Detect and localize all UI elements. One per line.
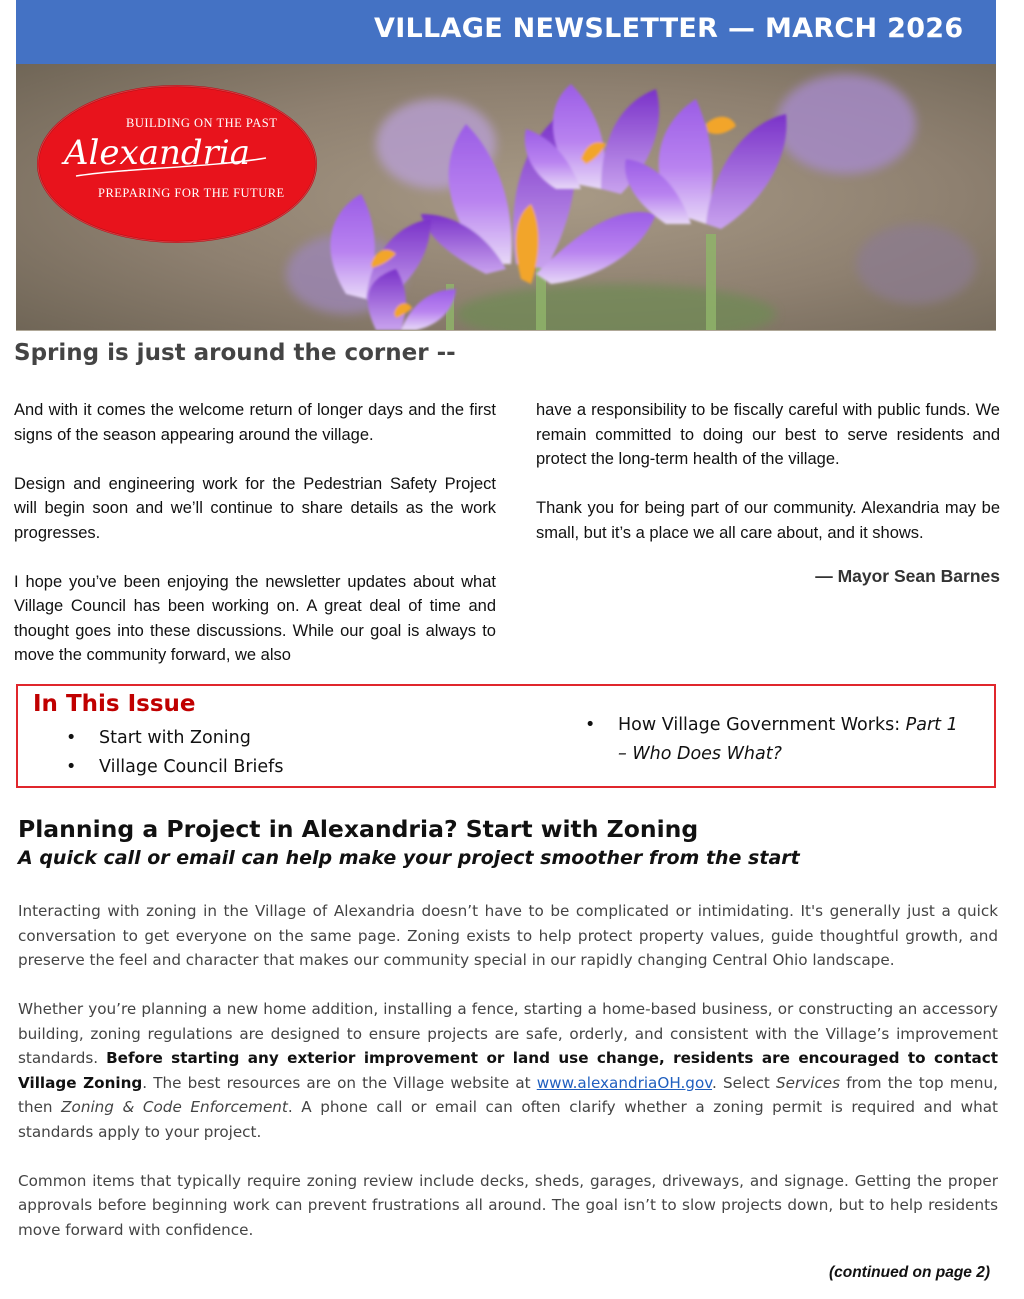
bullet-icon: • xyxy=(66,728,77,748)
issue-item-council-briefs[interactable] xyxy=(33,753,473,782)
mayor-letter-heading: Spring is just around the corner -- xyxy=(14,340,456,366)
issue-item-start-with-zoning[interactable] xyxy=(33,724,473,753)
issue-item-label: Village Council Briefs xyxy=(99,757,284,777)
zoning-article-title: Planning a Project in Alexandria? Start with Zoning xyxy=(18,815,699,843)
article-paragraph: Common items that typically require zoning review include decks, sheds, garages, driveways, and signage. Getting the proper approvals before beginning work can prevent frustrations all around. The goal isn’t to slow projects down, but to help residents move forward with confidence. xyxy=(18,1171,998,1239)
alexandria-logo xyxy=(36,84,318,244)
letter-paragraph: And with it comes the welcome return of longer days and the first signs of the season appearing around the village. xyxy=(14,401,496,444)
bullet-icon: • xyxy=(66,757,77,777)
issue-item-label: Start with Zoning xyxy=(99,728,251,748)
issue-list-left xyxy=(33,724,473,782)
article-menu-services: Services xyxy=(776,1073,841,1092)
village-website-link[interactable]: www.alexandriaOH.gov xyxy=(536,1073,713,1092)
svg-text:PREPARING FOR THE FUTURE: PREPARING FOR THE FUTURE xyxy=(98,186,285,200)
mayor-signature: — Mayor Sean Barnes xyxy=(815,565,1000,586)
zoning-article-body xyxy=(18,899,998,1267)
article-text: from the top menu, then xyxy=(18,1073,998,1116)
issue-list-right xyxy=(585,711,985,769)
mayor-letter-left-column xyxy=(14,398,496,692)
issue-item-label: How Village Government Works: xyxy=(618,715,906,735)
article-text: Whether you’re planning a new home addition, installing a fence, starting a home-based business, or constructing an accessory building, zoning regulations are designed to ensure projects are safe, orderly, and consistent with the Village’s improvement standards. xyxy=(18,1000,998,1067)
newsletter-title: VILLAGE NEWSLETTER — MARCH 2026 xyxy=(374,13,964,44)
article-menu-zoning: Zoning & Code Enforcement xyxy=(61,1098,288,1116)
letter-paragraph: Design and engineering work for the Pedestrian Safety Project will begin soon and we’ll continue to share details as the work progresses. xyxy=(14,474,496,542)
letter-paragraph: I hope you’ve been enjoying the newsletter updates about what Village Council has been working on. A great deal of time and thought goes into these discussions. While our goal is always to move the community forward, we also xyxy=(14,572,496,664)
in-this-issue-heading: In This Issue xyxy=(33,691,196,717)
hero-image xyxy=(16,64,996,331)
zoning-article-subtitle: A quick call or email can help make your project smoother from the start xyxy=(18,847,800,869)
article-text: . The best resources are on the Village website at xyxy=(142,1073,537,1092)
header-bar xyxy=(16,0,996,64)
article-paragraph: Interacting with zoning in the Village of Alexandria doesn’t have to be complicated or intimidating. It's generally just a quick conversation to get everyone on the same page. Zoning exists to help protect property values, guide thoughtful growth, and preserve the feel and character that makes our community special in our rapidly changing Central Ohio landscape. xyxy=(18,902,998,969)
svg-text:BUILDING ON THE PAST: BUILDING ON THE PAST xyxy=(126,116,278,130)
alexandria-logo-mark xyxy=(36,84,318,244)
article-text: . Select xyxy=(712,1073,777,1092)
bullet-icon: • xyxy=(585,715,596,735)
svg-text:Alexandria: Alexandria xyxy=(64,133,251,173)
continued-note: (continued on page 2) xyxy=(828,1264,990,1281)
article-paragraph xyxy=(18,997,998,1144)
article-text: . A phone call or email can often clarify whether a zoning permit is required and what standards apply to your project. xyxy=(18,1098,998,1141)
article-emphasis: Before starting any exterior improvement or land use change, residents are encouraged to contact Village Zoning xyxy=(18,1049,998,1092)
letter-paragraph: Thank you for being part of our community. Alexandria may be small, but it’s a place we all care about, and it shows. xyxy=(536,499,1000,542)
issue-item-part: Part 1 xyxy=(905,715,958,735)
in-this-issue-box xyxy=(16,684,996,788)
issue-item-village-government[interactable] xyxy=(585,711,985,769)
issue-item-subtitle: – Who Does What? xyxy=(618,744,782,764)
letter-paragraph: have a responsibility to be fiscally careful with public funds. We remain committed to doing our best to serve residents and protect the long-term health of the village. xyxy=(536,401,1000,468)
mayor-letter-right-column xyxy=(536,398,1000,613)
